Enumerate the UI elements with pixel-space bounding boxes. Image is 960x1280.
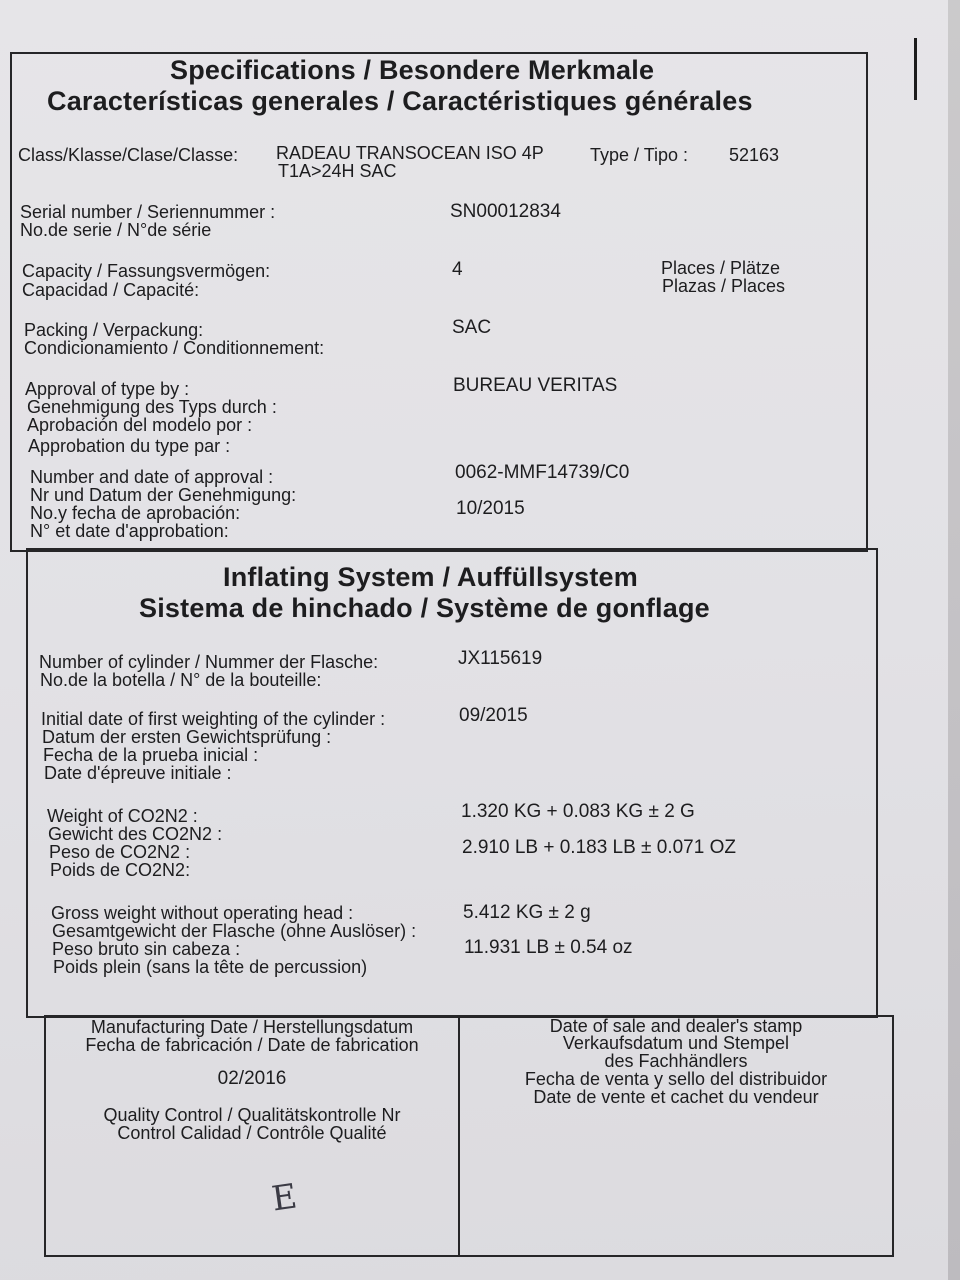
spec-title-line1: Specifications / Besondere Merkmale (170, 55, 655, 85)
sale-label-3: des Fachhändlers (604, 1051, 748, 1071)
approval-no-label-2: Nr und Datum der Genehmigung: (30, 485, 297, 505)
initial-value: 09/2015 (459, 705, 528, 726)
class-value-line2: T1A>24H SAC (278, 161, 397, 181)
inflating-title-line1: Inflating System / Auffüllsystem (223, 562, 638, 592)
co2-value-lb: 2.910 LB + 0.183 LB ± 0.071 OZ (462, 837, 736, 858)
inflating-title-line2: Sistema de hinchado / Système de gonflage (139, 593, 710, 623)
cylinder-value: JX115619 (458, 648, 543, 669)
co2-label-1: Weight of CO2N2 : (47, 806, 198, 826)
packing-value: SAC (452, 317, 492, 338)
sale-label-1: Date of sale and dealer's stamp (549, 1016, 803, 1036)
sale-label-4: Fecha de venta y sello del distribuidor (524, 1069, 828, 1089)
cylinder-label-1: Number of cylinder / Nummer der Flasche: (39, 652, 379, 672)
approval-no-label-3: No.y fecha de aprobación: (30, 503, 241, 523)
approval-label-2: Genehmigung des Typs durch : (27, 397, 277, 417)
sale-label-2: Verkaufsdatum und Stempel (562, 1033, 790, 1053)
approval-no-value: 0062-MMF14739/C0 (455, 462, 630, 483)
approval-no-label-1: Number and date of approval : (30, 467, 274, 487)
serial-label-2: No.de serie / N°de série (20, 220, 212, 240)
approval-label-3: Aprobación del modelo por : (27, 415, 253, 435)
serial-label-1: Serial number / Seriennummer : (20, 202, 276, 222)
co2-label-3: Peso de CO2N2 : (49, 842, 191, 862)
gross-value-kg: 5.412 KG ± 2 g (463, 902, 591, 923)
mfg-date-label-2: Fecha de fabricación / Date de fabrication (85, 1035, 419, 1055)
type-label: Type / Tipo : (590, 145, 689, 165)
initial-label-4: Date d'épreuve initiale : (44, 763, 232, 783)
co2-value-kg: 1.320 KG + 0.083 KG ± 2 G (461, 801, 695, 822)
class-value-line1: RADEAU TRANSOCEAN ISO 4P (276, 143, 544, 163)
co2-label-2: Gewicht des CO2N2 : (48, 824, 223, 844)
approval-label-1: Approval of type by : (25, 379, 190, 399)
initial-label-3: Fecha de la prueba inicial : (43, 745, 259, 765)
initial-label-2: Datum der ersten Gewichtsprüfung : (42, 727, 332, 747)
gross-label-3: Peso bruto sin cabeza : (52, 939, 241, 959)
approval-no-label-4: N° et date d'approbation: (30, 521, 229, 541)
capacity-unit-2: Plazas / Places (662, 276, 786, 296)
qc-label-2: Control Calidad / Contrôle Qualité (117, 1123, 387, 1143)
type-value: 52163 (729, 145, 780, 165)
capacity-label-2: Capacidad / Capacité: (22, 280, 200, 300)
capacity-unit-1: Places / Plätze (661, 258, 781, 278)
gross-label-2: Gesamtgewicht der Flasche (ohne Auslöser) : (52, 921, 417, 941)
class-label: Class/Klasse/Clase/Classe: (18, 145, 239, 165)
initial-label-1: Initial date of first weighting of the cylinder : (41, 709, 386, 729)
co2-label-4: Poids de CO2N2: (50, 860, 191, 880)
mfg-date-value: 02/2016 (217, 1068, 287, 1089)
capacity-value: 4 (452, 259, 463, 280)
packing-label-1: Packing / Verpackung: (24, 320, 204, 340)
packing-label-2: Condicionamiento / Conditionnement: (24, 338, 325, 358)
serial-value: SN00012834 (450, 201, 561, 222)
capacity-label-1: Capacity / Fassungsvermögen: (22, 261, 271, 281)
cylinder-label-2: No.de la botella / N° de la bouteille: (40, 670, 322, 690)
qc-handwritten-mark: E (269, 1176, 300, 1220)
edge-mark (914, 38, 917, 100)
spec-title-line2: Características generales / Caractéristiques générales (47, 86, 753, 116)
approval-date-value: 10/2015 (456, 498, 525, 519)
gross-value-lb: 11.931 LB ± 0.54 oz (464, 937, 633, 958)
approval-label-4: Approbation du type par : (28, 436, 231, 456)
sale-label-5: Date de vente et cachet du vendeur (533, 1087, 819, 1107)
mfg-date-label-1: Manufacturing Date / Herstellungsdatum (90, 1017, 414, 1037)
gross-label-1: Gross weight without operating head : (51, 903, 354, 923)
qc-label-1: Quality Control / Qualitätskontrolle Nr (103, 1105, 401, 1125)
approval-value: BUREAU VERITAS (453, 375, 618, 396)
gross-label-4: Poids plein (sans la tête de percussion) (53, 957, 368, 977)
